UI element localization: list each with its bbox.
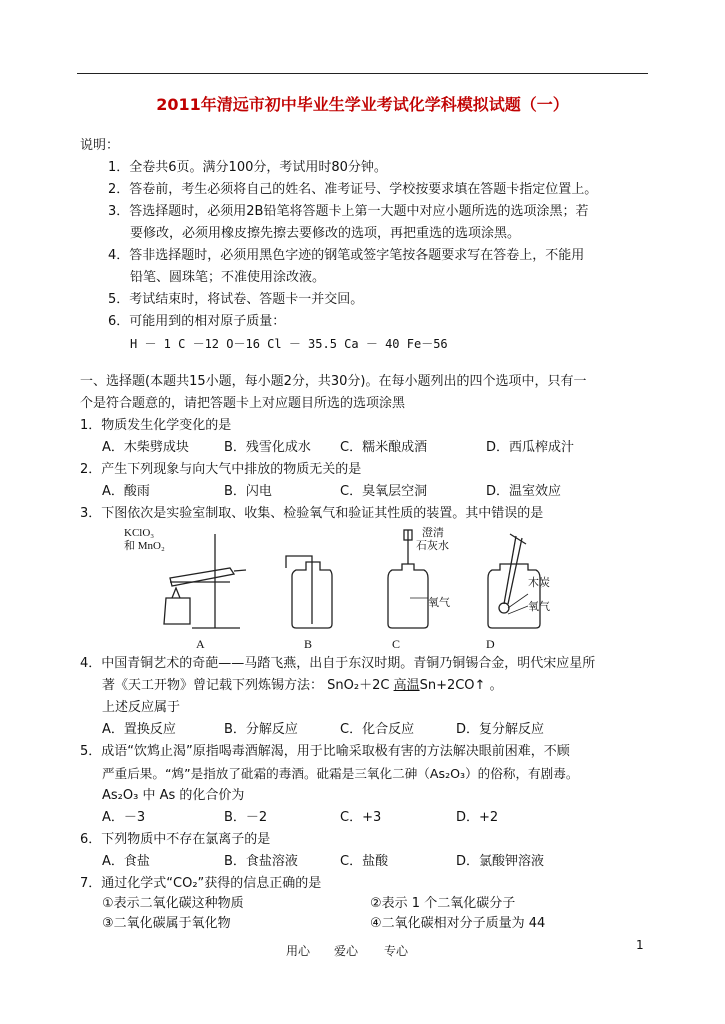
- question-7-stem: 7．通过化学式“CO₂”获得的信息正确的是: [80, 876, 322, 891]
- question-4-equation: [102, 678, 503, 694]
- q6-option-b[interactable]: B．食盐溶液: [224, 854, 298, 869]
- q7-statement-2: ②表示 1 个二氧化碳分子: [370, 896, 516, 911]
- q5-option-b[interactable]: B．－2: [224, 810, 268, 825]
- q1-option-b[interactable]: B．残雪化成水: [224, 440, 311, 455]
- question-5-stem-cont: 严重后果。“鸩”是指放了砒霜的毒酒。砒霜是三氧化二砷（As₂O₃）的俗称，有剧毒。: [102, 766, 579, 781]
- equation-reactants: 著《天工开物》曾记载下列炼锡方法： SnO₂＋2C: [102, 678, 394, 693]
- question-3-stem: 3．下图依次是实验室制取、收集、检验氧气和验证其性质的装置。其中错误的是: [80, 506, 544, 521]
- page-number: 1: [636, 938, 644, 952]
- q2-option-d[interactable]: D．温室效应: [486, 484, 562, 499]
- atomic-masses: H － 1 C －12 O－16 Cl － 35.5 Ca － 40 Fe－56: [130, 337, 448, 351]
- instruction-line: 1．全卷共6页。满分100分，考试用时80分钟。: [108, 160, 387, 175]
- fig-oxygen-c-label: 氧气: [428, 597, 450, 609]
- instruction-line: 要修改，必须用橡皮擦先擦去要修改的选项，再把重选的选项涂黑。: [130, 226, 521, 241]
- fig-reagent-label: KClO₃: [124, 527, 155, 539]
- instruction-line: 3．答选择题时，必须用2B铅笔将答题卡上第一大题中对应小题所选的选项涂黑；若: [108, 204, 589, 219]
- q1-option-c[interactable]: C．糯米酿成酒: [340, 440, 428, 455]
- section-heading: 一、选择题(本题共15小题，每小题2分，共30分)。在每小题列出的四个选项中，只有一: [80, 374, 587, 389]
- question-4-stem: 4．中国青铜艺术的奇葩——马踏飞燕，出自于东汉时期。青铜乃铜锡合金，明代宋应星所: [80, 656, 596, 671]
- fig-label-b: B: [304, 637, 313, 651]
- instruction-line: 2．答卷前，考生必须将自己的姓名、准考证号、学校按要求填在答题卡指定位置上。: [108, 182, 598, 197]
- footer-motto-3: 专心: [384, 944, 409, 958]
- equation-products: Sn+2CO↑ 。: [419, 678, 503, 693]
- section-heading-cont: 个是符合题意的，请把答题卡上对应题目所选的选项涂黑: [80, 396, 406, 411]
- q7-statement-3: ③二氧化碳属于氧化物: [102, 916, 231, 931]
- q1-option-d[interactable]: D．西瓜榨成汁: [486, 440, 575, 455]
- q6-option-a[interactable]: A．食盐: [102, 854, 150, 869]
- q5-option-c[interactable]: C．+3: [340, 810, 382, 825]
- footer-motto-2: 爱心: [334, 944, 359, 958]
- instructions-heading: 说明：: [80, 138, 120, 153]
- q7-statement-1: ①表示二氧化碳这种物质: [102, 896, 244, 911]
- fig-label-c: C: [392, 637, 401, 651]
- question-4-prompt: 上述反应属于: [102, 700, 181, 715]
- fig-limewater-label-2: 石灰水: [416, 540, 449, 552]
- apparatus-figure: [110, 524, 580, 656]
- q2-option-b[interactable]: B．闪电: [224, 484, 272, 499]
- fig-reagent-label-2: 和 MnO₂: [124, 540, 165, 552]
- q6-option-c[interactable]: C．盐酸: [340, 854, 389, 869]
- question-5-stem: 5．成语“饮鸩止渴”原指喝毒酒解渴，用于比喻采取极有害的方法解决眼前困难，不顾: [80, 744, 570, 759]
- q7-statement-4: ④二氧化碳相对分子质量为 44: [370, 916, 546, 931]
- header-rule: [77, 73, 648, 74]
- fig-charcoal-label: 木炭: [528, 577, 550, 589]
- q4-option-a[interactable]: A．置换反应: [102, 722, 176, 737]
- page-title: 2011年清远市初中毕业生学业考试化学科模拟试题（一）: [156, 95, 569, 114]
- fig-label-a: A: [196, 637, 205, 651]
- q5-option-a[interactable]: A．－3: [102, 810, 146, 825]
- q4-option-c[interactable]: C．化合反应: [340, 722, 415, 737]
- instruction-line: 5．考试结束时，将试卷、答题卡一并交回。: [108, 292, 364, 307]
- q1-option-a[interactable]: A．木柴劈成块: [102, 440, 189, 455]
- question-1-stem: 1．物质发生化学变化的是: [80, 418, 232, 433]
- fig-label-d: D: [486, 637, 495, 651]
- q5-option-d[interactable]: D．+2: [456, 810, 499, 825]
- q6-option-d[interactable]: D．氯酸钾溶液: [456, 854, 545, 869]
- question-5-prompt: As₂O₃ 中 As 的化合价为: [102, 788, 245, 803]
- q4-option-b[interactable]: B．分解反应: [224, 722, 298, 737]
- q2-option-a[interactable]: A．酸雨: [102, 484, 150, 499]
- q4-option-d[interactable]: D．复分解反应: [456, 722, 545, 737]
- fig-oxygen-d-label: 氧气: [528, 601, 550, 613]
- question-6-stem: 6．下列物质中不存在氯离子的是: [80, 832, 271, 847]
- question-2-stem: 2．产生下列现象与向大气中排放的物质无关的是: [80, 462, 362, 477]
- reaction-condition: 高温: [393, 678, 420, 693]
- footer-motto-1: 用心: [286, 944, 311, 958]
- instruction-line: 6．可能用到的相对原子质量：: [108, 314, 286, 329]
- instruction-line: 铅笔、圆珠笔；不准使用涂改液。: [130, 270, 326, 285]
- instruction-line: 4．答非选择题时，必须用黑色字迹的钢笔或签字笔按各题要求写在答卷上，不能用: [108, 248, 585, 263]
- fig-limewater-label: 澄清: [422, 527, 444, 539]
- q2-option-c[interactable]: C．臭氧层空洞: [340, 484, 428, 499]
